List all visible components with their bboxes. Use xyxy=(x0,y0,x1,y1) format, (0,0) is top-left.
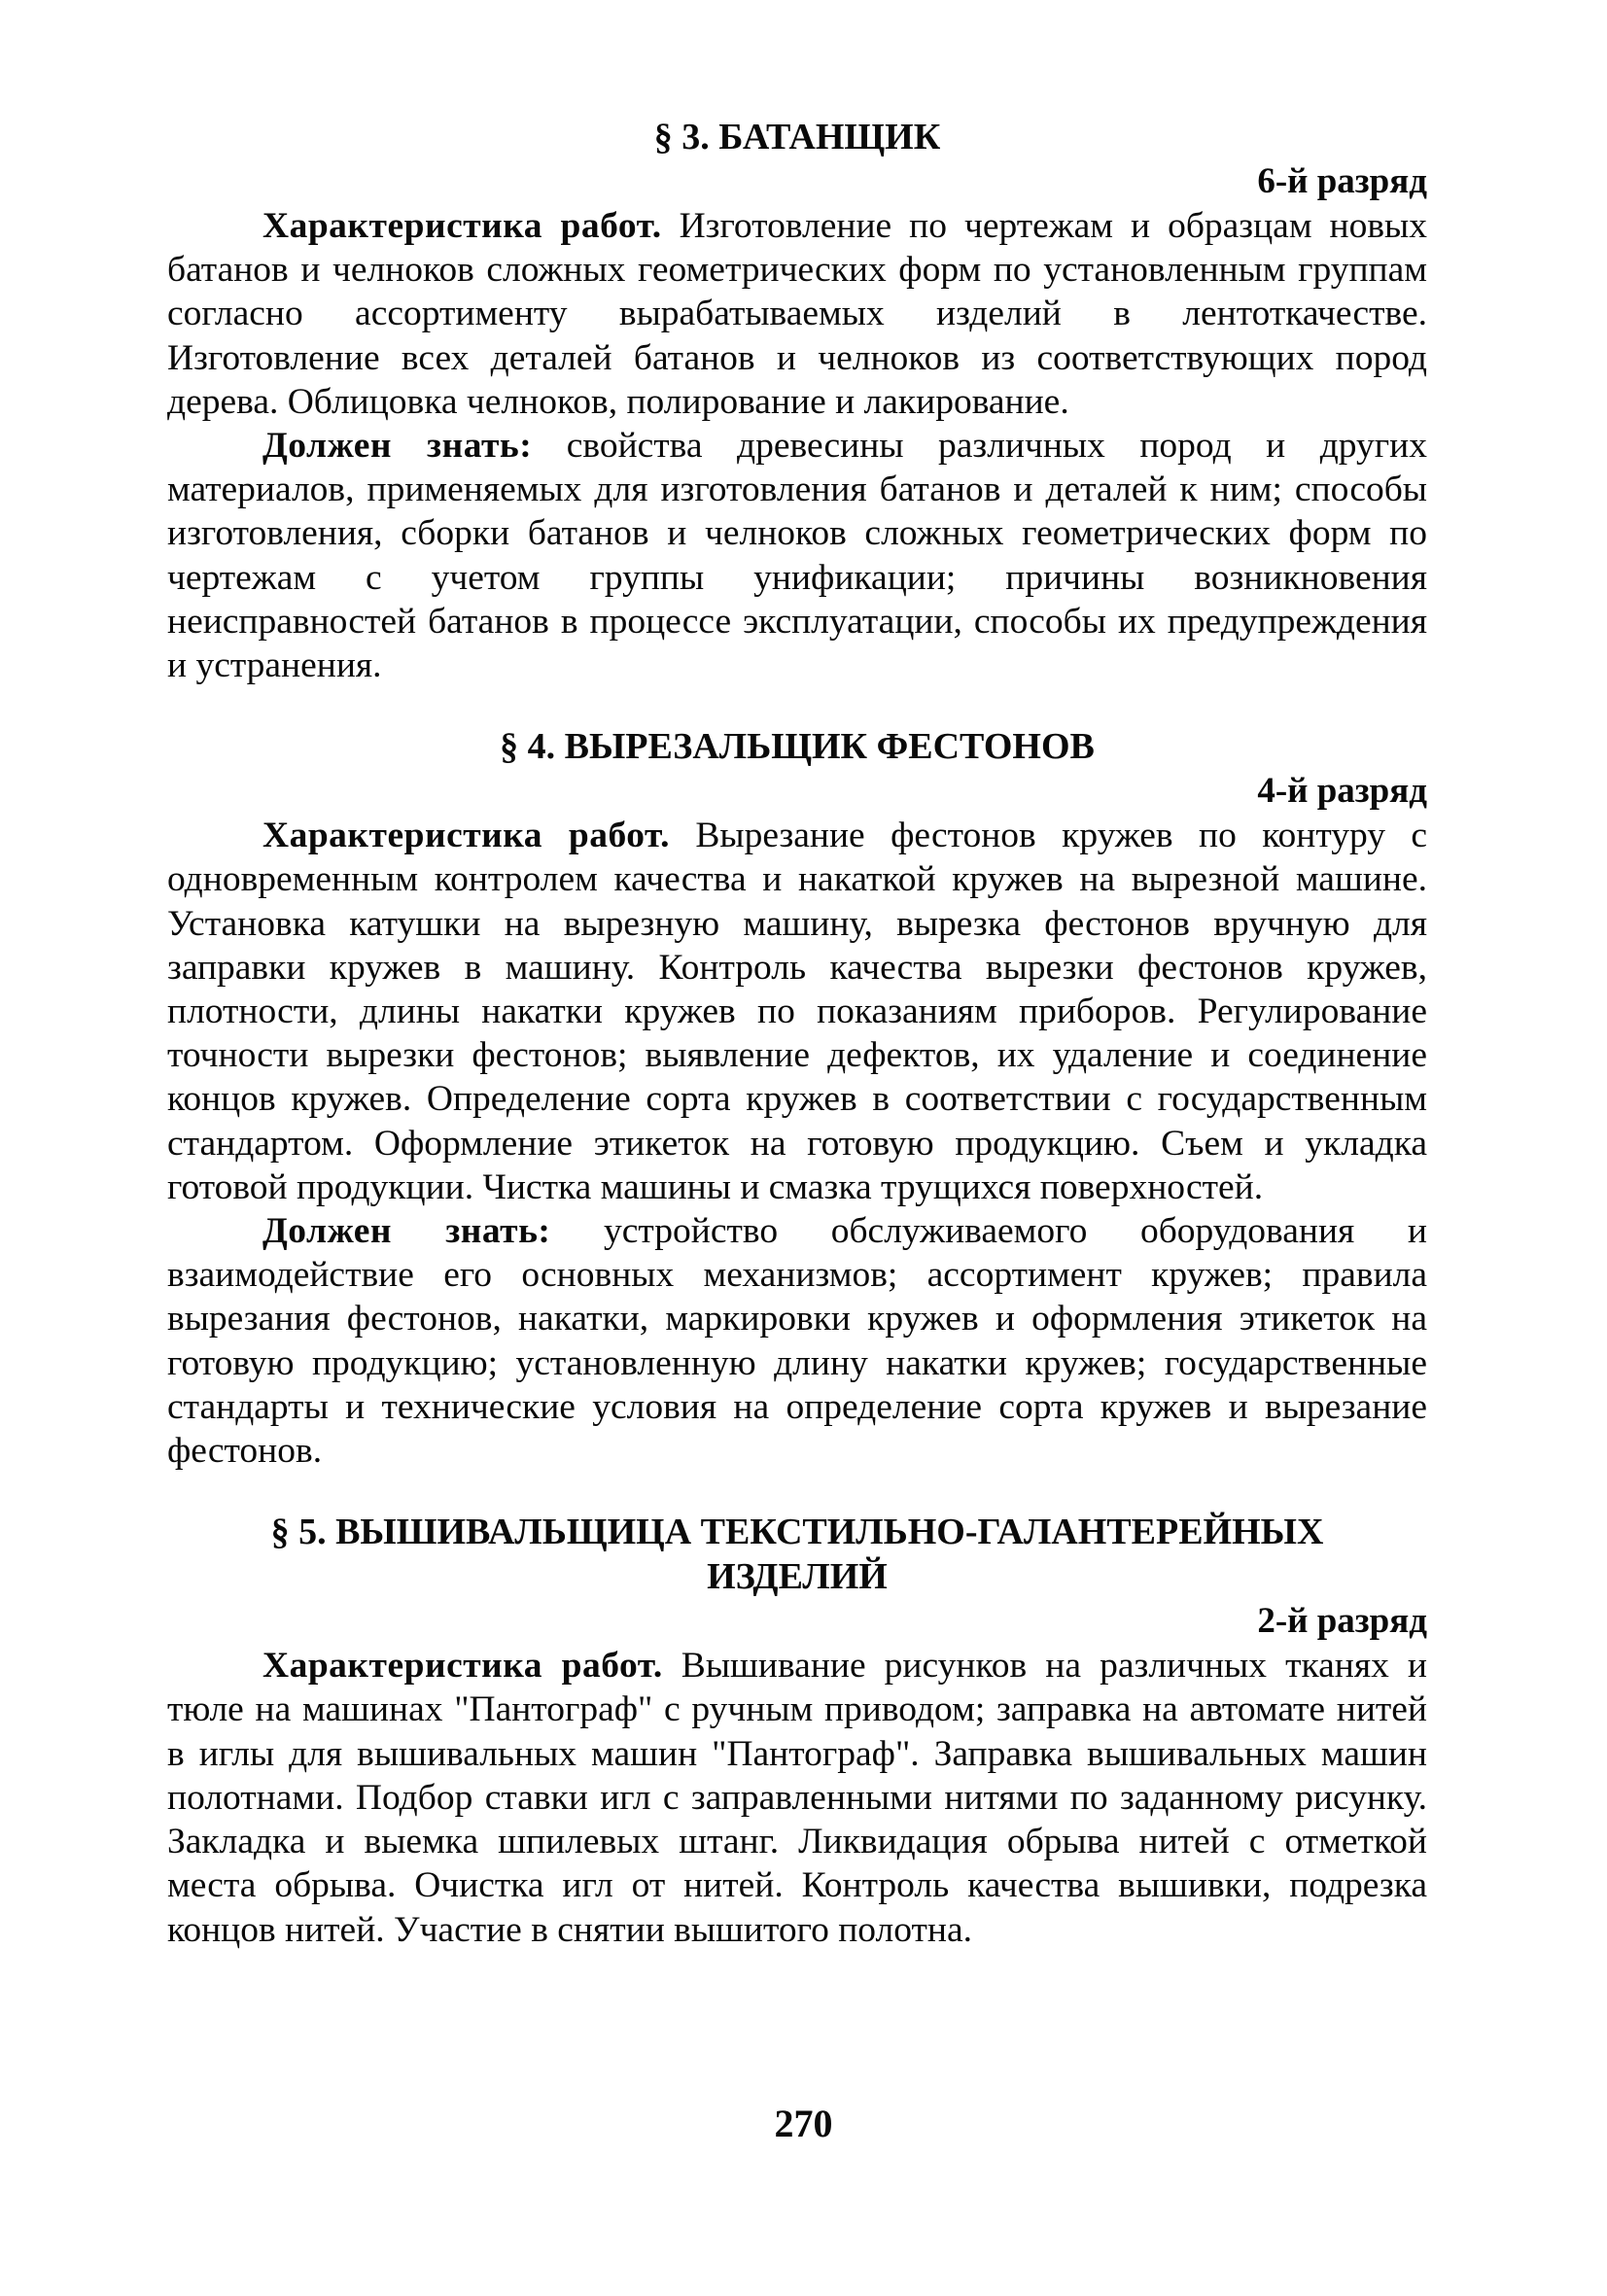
rank-label: 2-й разряд xyxy=(1257,1601,1427,1642)
paragraph-text: Вышивание рисунков на различных тканях и тюле на машинах "Пантограф" с ручным приводом; заправка на автомате нитей в иглы для вышивальных машин "Пантограф". Заправка вышивальных машин полотнами. Подбор ставки игл с заправленными нитями по заданному рисунку. Закладка и выемка шпилевых штанг. Ликвидация обрыва нитей с отметкой места обрыва. Очистка игл от нитей. Контроль качества вышивки, подрезка концов нитей. Участие в снятии вышитого полотна. xyxy=(167,1646,1427,1950)
paragraph-lead: Характеристика работ. xyxy=(262,816,671,856)
paragraph-text: устройство обслуживаемого оборудования и взаимодействие его основных механизмов; ассортимент кружев; правила вырезания фестонов, накатки, маркировки кружев и оформления этикеток на готовую продукцию; установленную длину накатки кружев; государственные стандарты и технические условия на определение сорта кружев и вырезание фестонов. xyxy=(167,1211,1427,1472)
must-know-paragraph xyxy=(167,424,1427,687)
paragraph-text: Вырезание фестонов кружев по контуру с одновременным контролем качества и накаткой кружев на вырезной машине. Установка катушки на вырезную машину, вырезка фестонов вручную для заправки кружев в машину. Контроль качества вырезки фестонов кружев, плотности, длины накатки кружев по показаниям приборов. Регулирование точности вырезки фестонов; выявление дефектов, их удаление и соединение концов кружев. Определение сорта кружев в соответствии с государственным стандартом. Оформление этикеток на готовую продукцию. Съем и укладка готовой продукции. Чистка машины и смазка трущихся поверхностей. xyxy=(167,816,1428,1207)
section-title: § 4. ВЫРЕЗАЛЬЩИК ФЕСТОНОВ xyxy=(500,726,1095,768)
work-characteristics-paragraph xyxy=(167,814,1427,1209)
paragraph-lead: Характеристика работ. xyxy=(262,1646,663,1687)
section-vyshivalshchitsa xyxy=(167,1510,1427,1951)
work-characteristics-paragraph xyxy=(167,1644,1427,1951)
paragraph-lead: Должен знать: xyxy=(262,1211,551,1252)
document-page xyxy=(167,115,1427,1952)
rank-label: 6-й разряд xyxy=(1257,161,1427,201)
section-batanshchik xyxy=(167,115,1427,687)
paragraph-text: Изготовление по чертежам и образцам новых батанов и челноков сложных геометрических форм по установленным группам согласно ассортименту вырабатываемых изделий в лентоткачестве. Изготовление всех деталей батанов и челноков из соответствующих пород дерева. Облицовка челноков, полирование и лакирование. xyxy=(167,206,1427,422)
section-title: § 5. ВЫШИВАЛЬЩИЦА ТЕКСТИЛЬНО-ГАЛАНТЕРЕЙНЫХ ИЗДЕЛИЙ xyxy=(270,1512,1324,1598)
must-know-paragraph xyxy=(167,1209,1427,1473)
rank-label: 4-й разряд xyxy=(1257,771,1427,812)
paragraph-lead: Должен знать: xyxy=(262,426,533,467)
work-characteristics-paragraph xyxy=(167,204,1427,424)
paragraph-text: свойства древесины различных пород и других материалов, применяемых для изготовления батанов и деталей к ним; способы изготовления, сборки батанов и челноков сложных геометрических форм по чертежам с учетом группы унификации; причины возникновения неисправностей батанов в процессе эксплуатации, способы их предупреждения и устранения. xyxy=(167,426,1427,686)
section-vyrezalshchik-festonov xyxy=(167,724,1427,1473)
section-title: § 3. БАТАНЩИК xyxy=(653,117,941,157)
paragraph-lead: Характеристика работ. xyxy=(262,206,662,246)
page-number: 270 xyxy=(774,2102,833,2145)
